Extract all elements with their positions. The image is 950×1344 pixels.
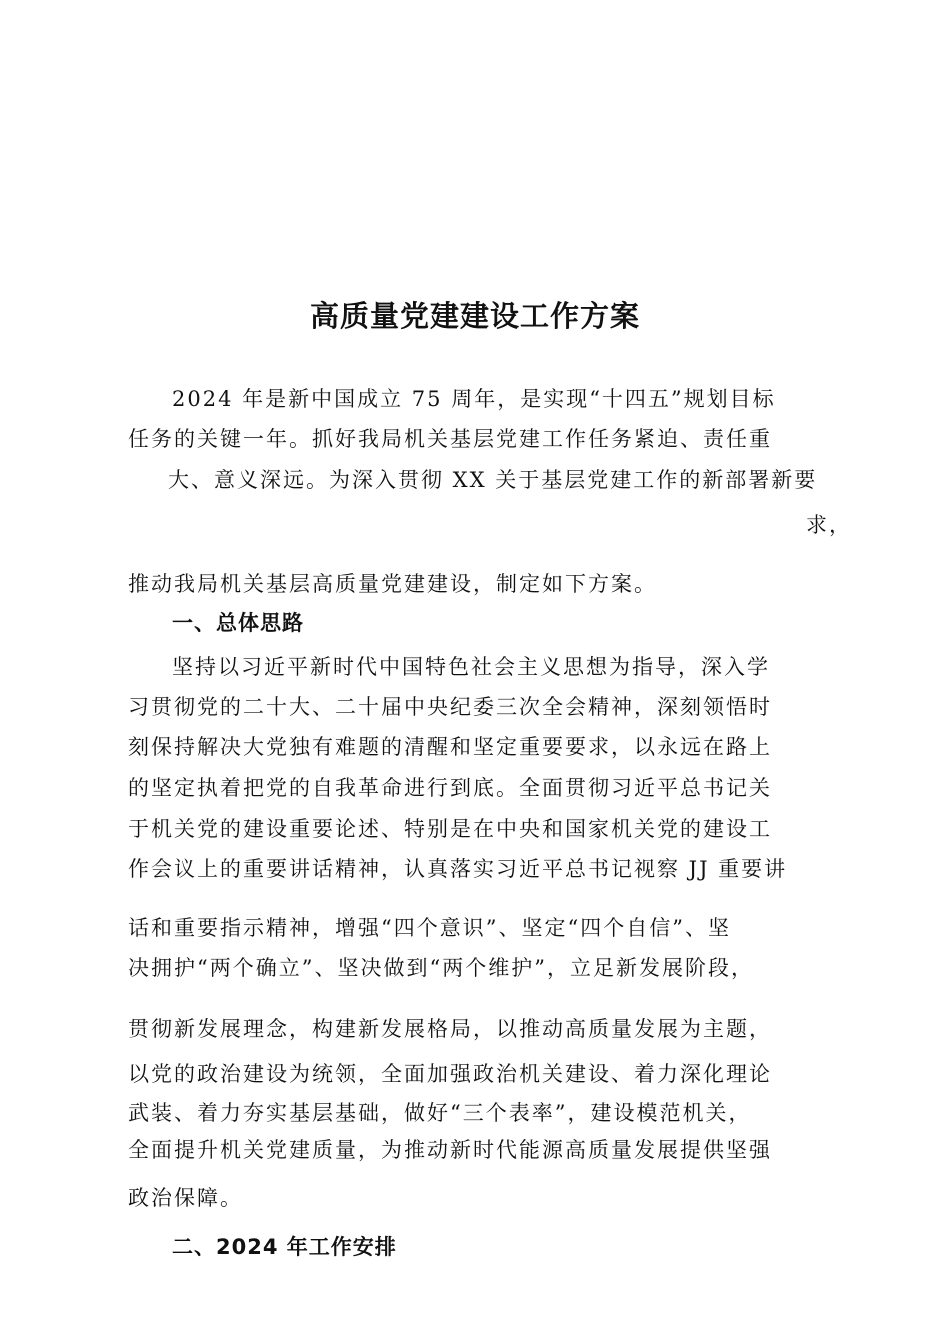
intro-line-4: 求， xyxy=(806,513,852,537)
section-1-line-1: 坚持以习近平新时代中国特色社会主义思想为指导，深入学 xyxy=(172,655,770,679)
section-1-line-2: 习贯彻党的二十大、二十届中央纪委三次全会精神，深刻领悟时 xyxy=(128,695,772,719)
intro-line-5: 推动我局机关基层高质量党建建设，制定如下方案。 xyxy=(128,572,657,596)
section-1-line-5: 于机关党的建设重要论述、特别是在中央和国家机关党的建设工 xyxy=(128,817,772,841)
intro-line-3: 大、意义深远。为深入贯彻 XX 关于基层党建工作的新部署新要 xyxy=(168,468,818,492)
section-1-heading: 一、总体思路 xyxy=(172,611,304,635)
section-1-line-13: 政治保障。 xyxy=(128,1186,243,1210)
section-1-line-3: 刻保持解决大党独有难题的清醒和坚定重要要求，以永远在路上 xyxy=(128,735,772,759)
section-1-line-10: 以党的政治建设为统领，全面加强政治机关建设、着力深化理论 xyxy=(128,1062,772,1086)
section-1-line-8: 决拥护“两个确立”、坚决做到“两个维护”，立足新发展阶段， xyxy=(128,956,754,980)
intro-line-2: 任务的关键一年。抓好我局机关基层党建工作任务紧迫、责任重 xyxy=(128,427,772,451)
section-1-line-6: 作会议上的重要讲话精神，认真落实习近平总书记视察 JJ 重要讲 xyxy=(128,857,788,881)
intro-line-1: 2024 年是新中国成立 75 周年，是实现“十四五”规划目标 xyxy=(172,387,776,411)
section-1-line-9: 贯彻新发展理念，构建新发展格局，以推动高质量发展为主题， xyxy=(128,1017,772,1041)
section-1-line-12: 全面提升机关党建质量，为推动新时代能源高质量发展提供坚强 xyxy=(128,1138,772,1162)
section-1-line-7: 话和重要指示精神，增强“四个意识”、坚定“四个自信”、坚 xyxy=(128,916,731,940)
section-1-line-4: 的坚定执着把党的自我革命进行到底。全面贯彻习近平总书记关 xyxy=(128,776,772,800)
section-1-line-11: 武装、着力夯实基层基础，做好“三个表率”，建设模范机关， xyxy=(128,1101,752,1125)
section-2-heading: 二、2024 年工作安排 xyxy=(172,1235,397,1259)
document-title: 高质量党建建设工作方案 xyxy=(309,299,640,333)
